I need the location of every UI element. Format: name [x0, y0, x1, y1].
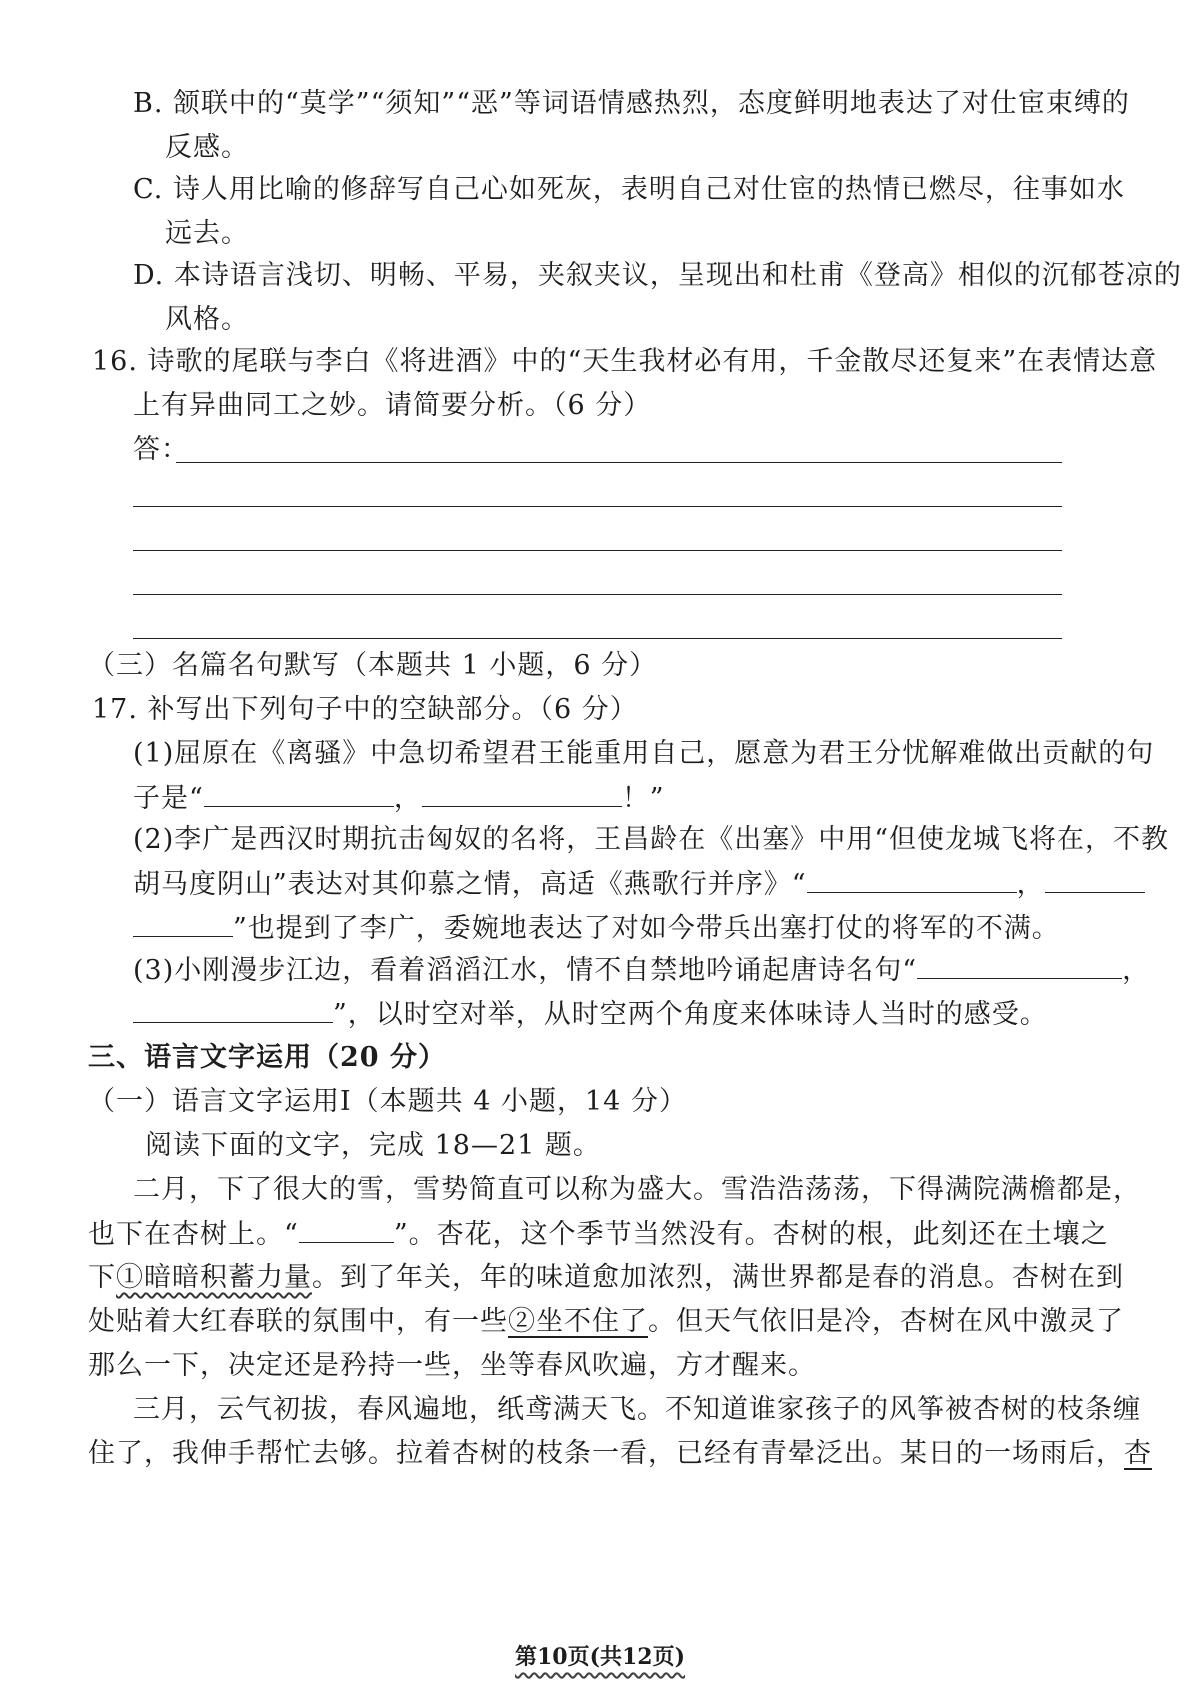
q17-part1-line2 [133, 780, 665, 817]
q17-part1-comma: ， [393, 783, 422, 814]
passage-text: 住了，我伸手帮忙去够。拉着杏树的枝条一看，已经有青晕泛出。某日的一场雨后， [88, 1438, 1124, 1469]
q17-part2-line2 [133, 866, 1145, 903]
passage-text-underlined: 杏 [1124, 1438, 1152, 1469]
passage-text: 也下在杏树上。“ [88, 1219, 299, 1250]
question-17-stem: 17. 补写出下列句子中的空缺部分。（6 分） [92, 694, 638, 725]
passage-para1-line4 [88, 1304, 1124, 1340]
passage-para1-line5: 那么一下，决定还是矜持一些，坐等春风吹遍，方才醒来。 [88, 1350, 816, 1381]
option-b-line1: B. 颔联中的“莫学”“须知”“恶”等词语情感热烈，态度鲜明地表达了对仕宦束缚的 [133, 88, 1130, 119]
passage-para1-line3 [88, 1260, 1124, 1296]
answer-line-5[interactable] [133, 638, 1062, 639]
passage-para1-line2 [88, 1216, 1109, 1253]
answer-line-3[interactable] [133, 550, 1062, 551]
passage-para1-line1: 二月，下了很大的雪，雪势简直可以称为盛大。雪浩浩荡荡，下得满院满檐都是， [133, 1174, 1141, 1205]
passage-text: 。到了年关，年的味道愈加浓烈，满世界都是春的消息。杏树在到 [312, 1262, 1124, 1293]
part-3-heading: 三、语言文字运用（20 分） [88, 1042, 446, 1073]
q17-part3-line1 [133, 952, 1150, 989]
answer-line-1[interactable] [176, 462, 1062, 463]
option-d-line1: D. 本诗语言浅切、明畅、平易，夹叙夹议，呈现出和杜甫《登高》相似的沉郁苍凉的 [133, 260, 1182, 291]
page-number: 第10页(共12页) [514, 1644, 686, 1670]
answer-line-2[interactable] [133, 506, 1062, 507]
blank-1[interactable] [204, 780, 394, 807]
question-16-line1: 16. 诗歌的尾联与李白《将进酒》中的“天生我材必有用，千金散尽还复来”在表情达意 [92, 346, 1158, 377]
option-c-line2: 远去。 [165, 218, 249, 249]
passage-text: 处贴着大红春联的氛围中，有一些 [88, 1306, 508, 1337]
blank-2[interactable] [422, 780, 622, 807]
option-b-line2: 反感。 [165, 132, 249, 163]
option-c-line1: C. 诗人用比喻的修辞写自己心如死灰，表明自己对仕宦的热情已燃尽，往事如水 [133, 174, 1125, 205]
option-d-line2: 风格。 [165, 304, 249, 335]
answer-line-4[interactable] [133, 594, 1062, 595]
passage-text: 。但天气依旧是冷，杏树在风中激灵了 [648, 1306, 1124, 1337]
blank-3[interactable] [807, 866, 1017, 893]
section-3-heading: （三）名篇名句默写（本题共 1 小题，6 分） [88, 650, 658, 681]
q17-part3-comma: ， [1122, 955, 1151, 986]
question-16-line2: 上有异曲同工之妙。请简要分析。（6 分） [133, 390, 652, 421]
q17-part2-suffix: ”也提到了李广，委婉地表达了对如今带兵出塞打仗的将军的不满。 [233, 913, 1060, 944]
q17-part3-suffix: ”，以时空对举，从时空两个角度来体味诗人当时的感受。 [333, 999, 1048, 1030]
blank-4[interactable] [1045, 866, 1145, 893]
q17-part1-line1: (1)屈原在《离骚》中急切希望君王能重用自己，愿意为君王分忧解难做出贡献的句 [133, 738, 1155, 769]
passage-para2-line2 [88, 1436, 1152, 1472]
q17-part3-prefix: (3)小刚漫步江边，看着滔滔江水，情不自禁地吟诵起唐诗名句“ [133, 955, 918, 986]
passage-blank[interactable] [299, 1216, 394, 1243]
q17-part1-prefix: 子是“ [133, 783, 204, 814]
blank-4-continued[interactable] [133, 910, 233, 937]
q17-part3-line2 [133, 996, 1048, 1033]
passage-text: 下 [88, 1262, 116, 1293]
q17-part2-prefix: 胡马度阴山”表达对其仰慕之情，高适《燕歌行并序》“ [133, 869, 807, 900]
part-3-subheading: （一）语言文字运用Ⅰ（本题共 4 小题，14 分） [88, 1086, 687, 1117]
marked-phrase-1: ①暗暗积蓄力量 [116, 1262, 312, 1293]
q17-part2-comma: ， [1016, 869, 1045, 900]
page-footer [0, 1640, 1200, 1671]
blank-5[interactable] [917, 952, 1122, 979]
passage-para2-line1: 三月，云气初拔，春风遍地，纸鸢满天飞。不知道谁家孩子的风筝被杏树的枝条缠 [133, 1394, 1141, 1425]
q17-part2-line3 [133, 910, 1060, 947]
q17-part1-suffix: ！” [621, 783, 665, 814]
marked-phrase-2: ②坐不住了 [508, 1306, 648, 1337]
answer-label: 答： [133, 434, 189, 465]
passage-text: ”。杏花，这个季节当然没有。杏树的根，此刻还在土壤之 [393, 1219, 1109, 1250]
q17-part2-line1: (2)李广是西汉时期抗击匈奴的名将，王昌龄在《出塞》中用“但使龙城飞将在，不教 [133, 824, 1170, 855]
reading-instruction: 阅读下面的文字，完成 18—21 题。 [145, 1130, 601, 1161]
blank-6[interactable] [133, 996, 333, 1023]
